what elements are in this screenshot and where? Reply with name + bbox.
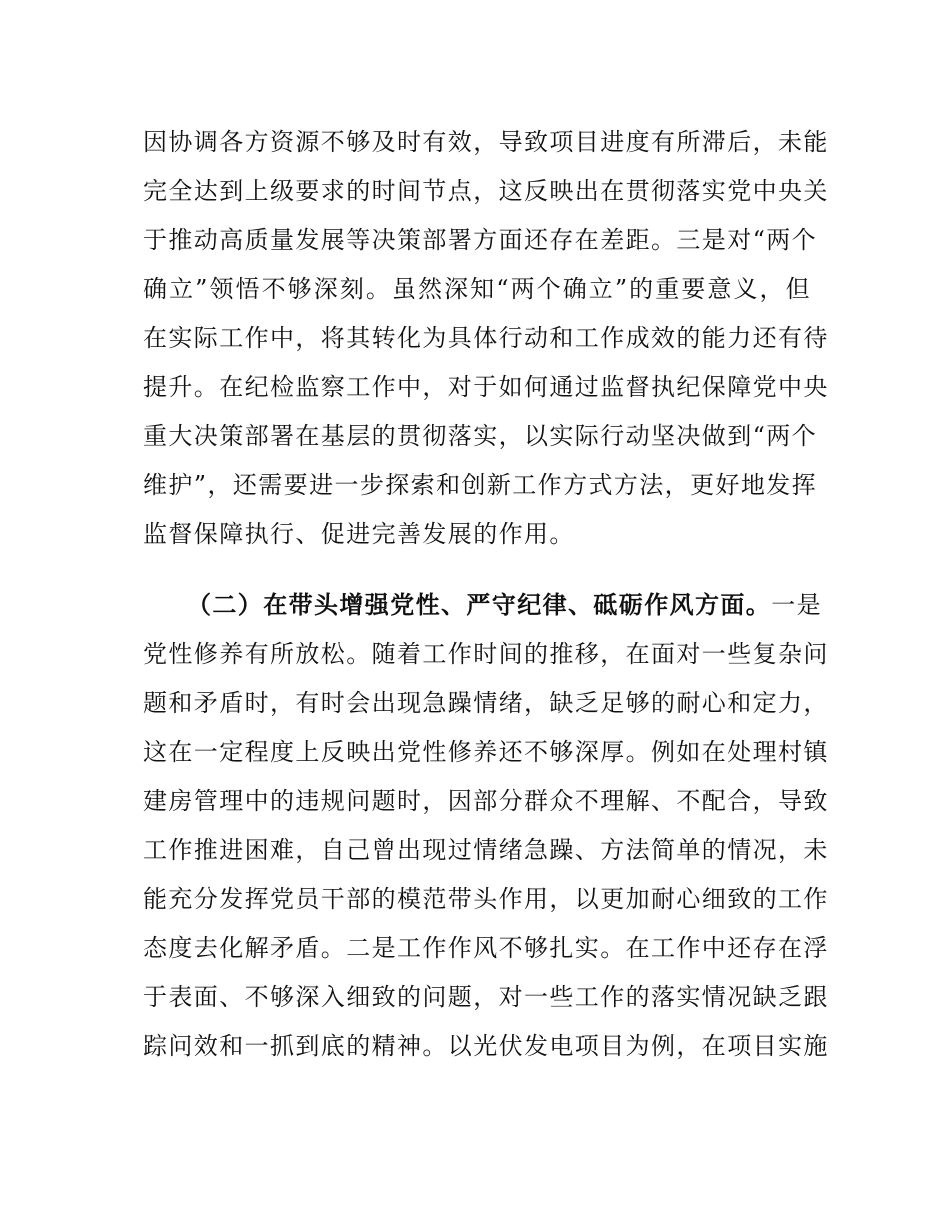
text-line: 于表面、不够深入细致的问题，对一些工作的落实情况缺乏跟 [143, 983, 829, 1011]
paragraph-problems-continued [143, 118, 829, 559]
text-line: 能充分发挥党员干部的模范带头作用，以更加耐心细致的工作 [143, 885, 829, 913]
text-line: 党性修养有所放松。随着工作时间的推移，在面对一些复杂问 [143, 640, 829, 668]
text-line: 于推动高质量发展等决策部署方面还存在差距。三是对“两个 [143, 226, 818, 254]
text-line: 这在一定程度上反映出党性修养还不够深厚。例如在处理村镇 [143, 738, 829, 766]
text-line: 态度去化解矛盾。二是工作作风不够扎实。在工作中还存在浮 [143, 934, 829, 962]
text-line: 确立”领悟不够深刻。虽然深知“两个确立”的重要意义，但 [143, 275, 811, 303]
text-line-continuation: 一是 [771, 591, 823, 619]
paragraph-party-spirit-section [143, 581, 829, 1071]
section-heading: （二）在带头增强党性、严守纪律、砥砺作风方面。 [187, 591, 772, 619]
text-line: 完全达到上级要求的时间节点，这反映出在贯彻落实党中央关 [143, 177, 829, 205]
text-line-first [143, 581, 823, 630]
text-line: 因协调各方资源不够及时有效，导致项目进度有所滞后，未能 [143, 128, 829, 156]
text-line: 重大决策部署在基层的贯彻落实，以实际行动坚决做到“两个 [143, 422, 818, 450]
text-line: 题和矛盾时，有时会出现急躁情绪，缺乏足够的耐心和定力， [143, 689, 829, 717]
text-line: 建房管理中的违规问题时，因部分群众不理解、不配合，导致 [143, 787, 829, 815]
text-line: 在实际工作中，将其转化为具体行动和工作成效的能力还有待 [143, 324, 829, 352]
text-line: 监督保障执行、促进完善发展的作用。 [143, 520, 575, 548]
text-line: 工作推进困难，自己曾出现过情绪急躁、方法简单的情况，未 [143, 836, 829, 864]
text-line: 维护”，还需要进一步探索和创新工作方式方法，更好地发挥 [143, 471, 818, 499]
text-line: 踪问效和一抓到底的精神。以光伏发电项目为例，在项目实施 [143, 1032, 829, 1060]
text-line: 提升。在纪检监察工作中，对于如何通过监督执纪保障党中央 [143, 373, 829, 401]
